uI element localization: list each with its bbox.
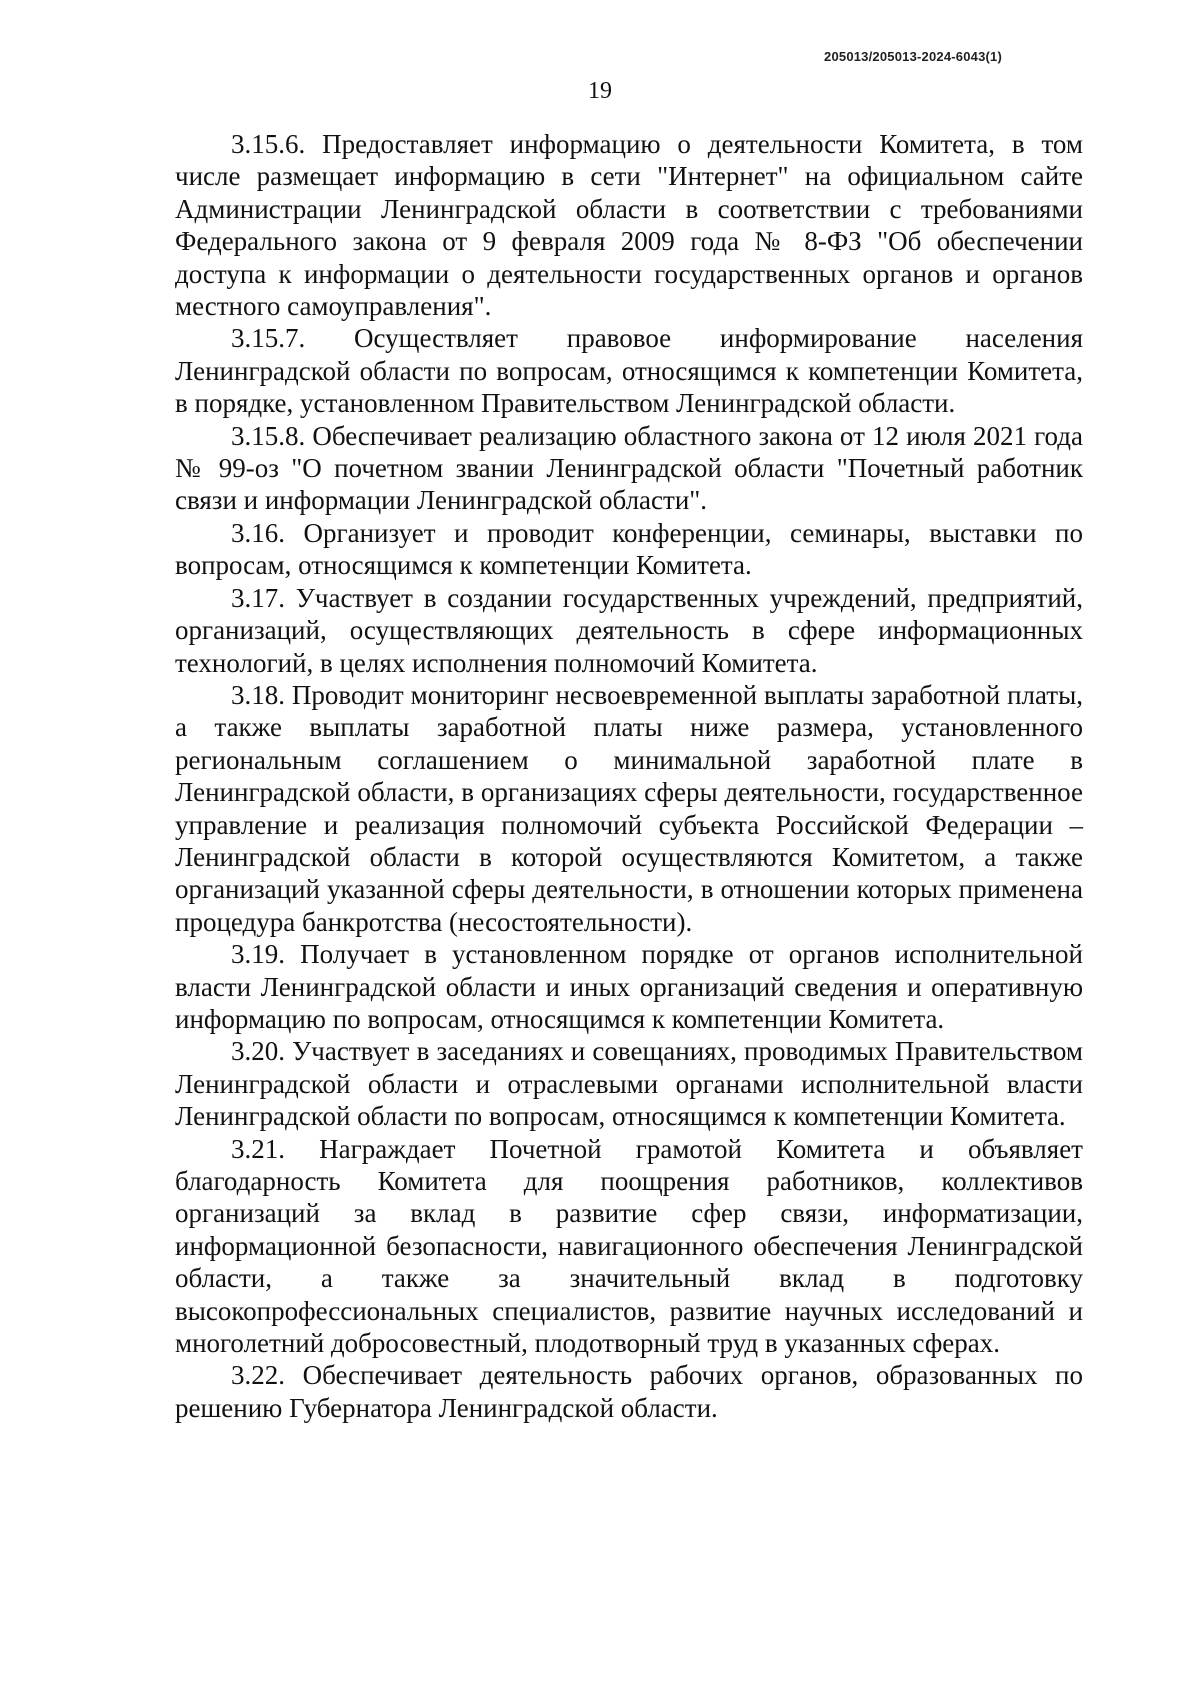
document-id: 205013/205013-2024-6043(1)	[824, 49, 1002, 64]
paragraph-3-17: 3.17. Участвует в создании государственных учреждений, предприятий, организаций, осуществляющих деятельность в сфере информационных технологий, в целях исполнения полномочий Комитета.	[175, 582, 1083, 678]
page-number: 19	[588, 78, 612, 104]
paragraph-3-15-6: 3.15.6. Предоставляет информацию о деятельности Комитета, в том числе размещает информацию в сети "Интернет" на официальном сайте Администрации Ленинградской области в соответствии с требованиями Федерального закона от 9 февраля 2009 года № 8-ФЗ "Об обеспечении доступа к информации о деятельности государственных органов и органов местного самоуправления".	[175, 129, 1083, 322]
paragraph-3-19: 3.19. Получает в установленном порядке от органов исполнительной власти Ленинградской области и иных организаций сведения и оперативную информацию по вопросам, относящимся к компетенции Комитета.	[175, 939, 1083, 1034]
paragraph-3-21: 3.21. Награждает Почетной грамотой Комитета и объявляет благодарность Комитета для поощрения работников, коллективов организаций за вклад в развитие сфер связи, информатизации, информационной безопасности, навигационного обеспечения Ленинградской области, а также за значительный вклад в подготовку высокопрофессиональных специалистов, развитие научных исследований и многолетний добросовестный, плодотворный труд в указанных сферах.	[175, 1133, 1083, 1359]
paragraph-3-16: 3.16. Организует и проводит конференции, семинары, выставки по вопросам, относящимся к компетенции Комитета.	[175, 517, 1083, 581]
paragraph-3-15-7: 3.15.7. Осуществляет правовое информирование населения Ленинградской области по вопросам, относящимся к компетенции Комитета, в порядке, установленном Правительством Ленинградской области.	[175, 323, 1083, 419]
paragraph-3-20: 3.20. Участвует в заседаниях и совещаниях, проводимых Правительством Ленинградской области и отраслевыми органами исполнительной власти Ленинградской области по вопросам, относящимся к компетенции Комитета.	[175, 1036, 1083, 1132]
paragraph-3-15-8: 3.15.8. Обеспечивает реализацию областного закона от 12 июля 2021 года № 99-оз "О почетном звании Ленинградской области "Почетный работник связи и информации Ленинградской области".	[175, 420, 1083, 516]
document-body	[175, 128, 1083, 1424]
paragraph-3-22: 3.22. Обеспечивает деятельность рабочих органов, образованных по решению Губернатора Ленинградской области.	[175, 1360, 1083, 1423]
paragraph-3-18: 3.18. Проводит мониторинг несвоевременной выплаты заработной платы, а также выплаты заработной платы ниже размера, установленного региональным соглашением о минимальной заработной плате в Ленинградской области, в организациях сферы деятельности, государственное управление и реализация полномочий субъекта Российской Федерации – Ленинградской области в которой осуществляются Комитетом, а также организаций указанной сферы деятельности, в отношении которых применена процедура банкротства (несостоятельности).	[175, 679, 1083, 937]
